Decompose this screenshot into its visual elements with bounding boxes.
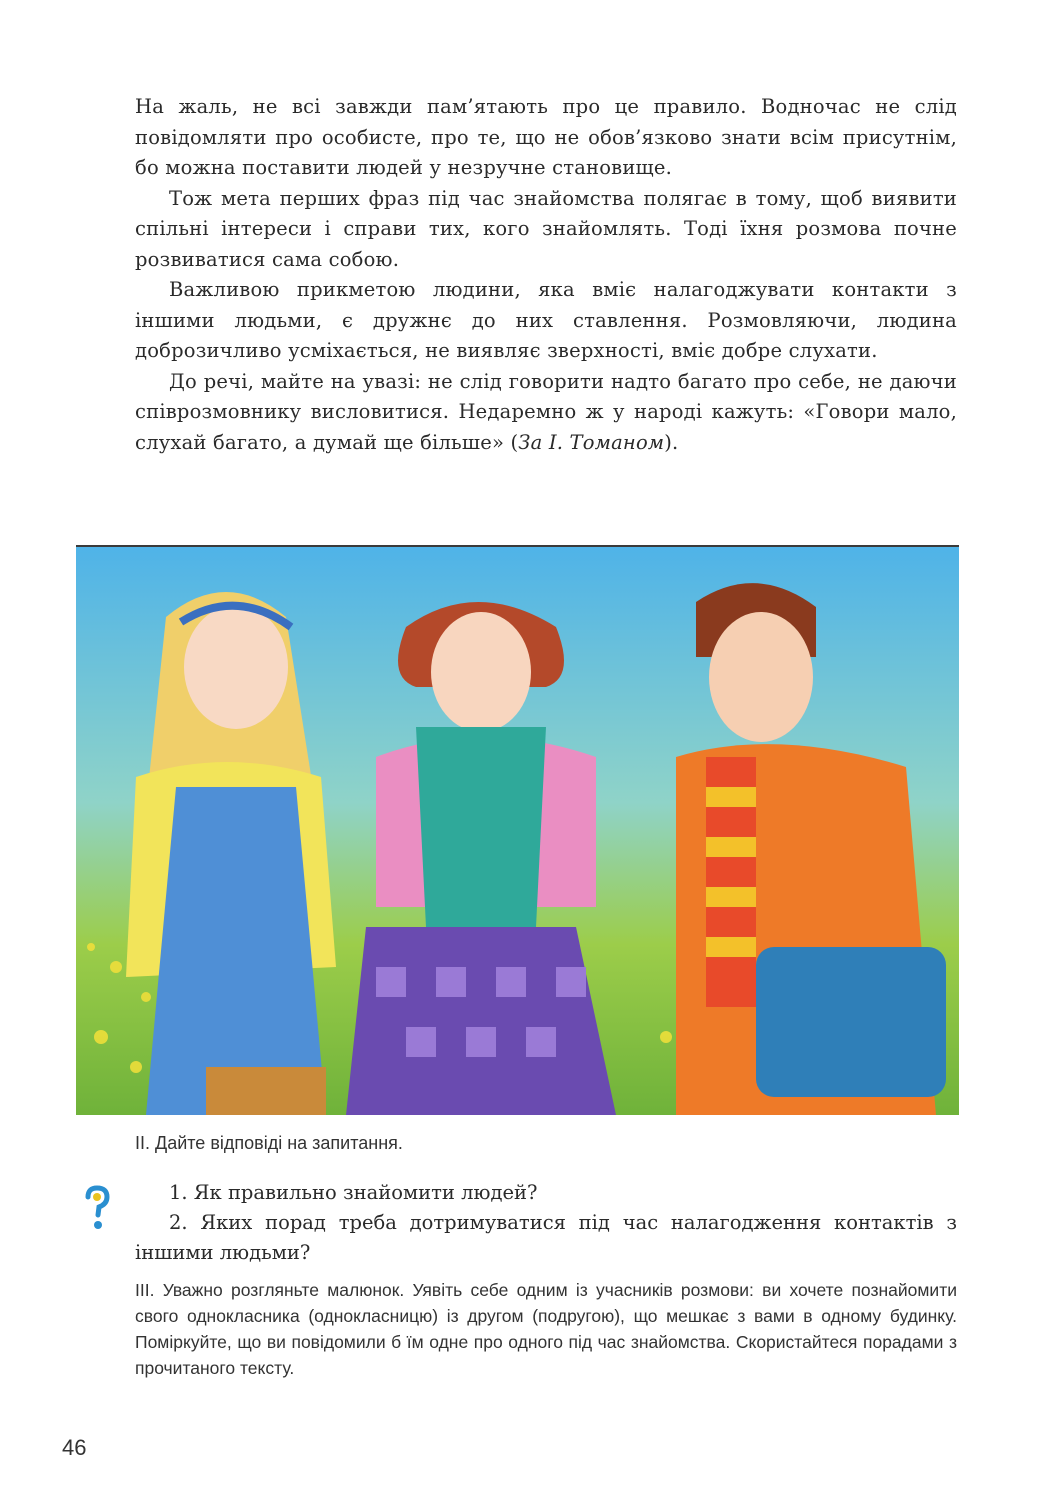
question-2: 2. Яких порад треба дотримуватися під час налагодження контактів з іншими людьми? bbox=[135, 1211, 957, 1264]
quote-source: За І. Томаном bbox=[518, 430, 665, 454]
paragraph-3: Важливою прикметою людини, яка вміє налагоджувати контакти з іншими людьми, є дружнє до них ставлення. Розмовляючи, людина доброзичливо усміхається, не виявляє зверхності, вміє добре слухати. bbox=[135, 278, 957, 362]
page-number: 46 bbox=[62, 1435, 87, 1460]
paragraph-1: На жаль, не всі завжди пам’ятають про це правило. Водночас не слід повідомляти про особисте, про те, що не обов’язково знати всім присутнім, бо можна поставити людей у незручне становище. bbox=[135, 95, 957, 179]
question-mark-icon bbox=[82, 1185, 112, 1231]
questions-list bbox=[135, 1178, 957, 1268]
task-3-text: ІІІ. Уважно розгляньте малюнок. Уявіть себе одним із учасників розмови: ви хочете познайомити свого однокласника (однокласницю) із другом (подругою), що мешкає з вами в одному будинку. Поміркуйте, що ви повідомили б їм одне про одного під час знайомства. Скористайтеся порадами з прочитаного тексту. bbox=[135, 1280, 957, 1378]
paragraph-4 bbox=[135, 367, 957, 459]
paragraph-4-text: До речі, майте на увазі: не слід говорити надто багато про себе, не даючи співрозмовнику висловитися. Недаремно ж у народі кажуть: «Говори мало, слухай багато, а думай ще більше» ( bbox=[135, 369, 957, 454]
illustration-three-teens bbox=[76, 545, 959, 1115]
task-2-heading: ІІ. Дайте відповіді на запитання. bbox=[135, 1133, 403, 1153]
paragraph-4-end: ). bbox=[664, 430, 679, 454]
paragraph-2: Тож мета перших фраз під час знайомства полягає в тому, щоб виявити спільні інтереси і справи тих, кого знайомлять. Тоді їхня розмова почне розвиватися сама собою. bbox=[135, 186, 957, 271]
main-text bbox=[135, 92, 957, 458]
question-1: 1. Як правильно знайомити людей? bbox=[169, 1181, 538, 1204]
